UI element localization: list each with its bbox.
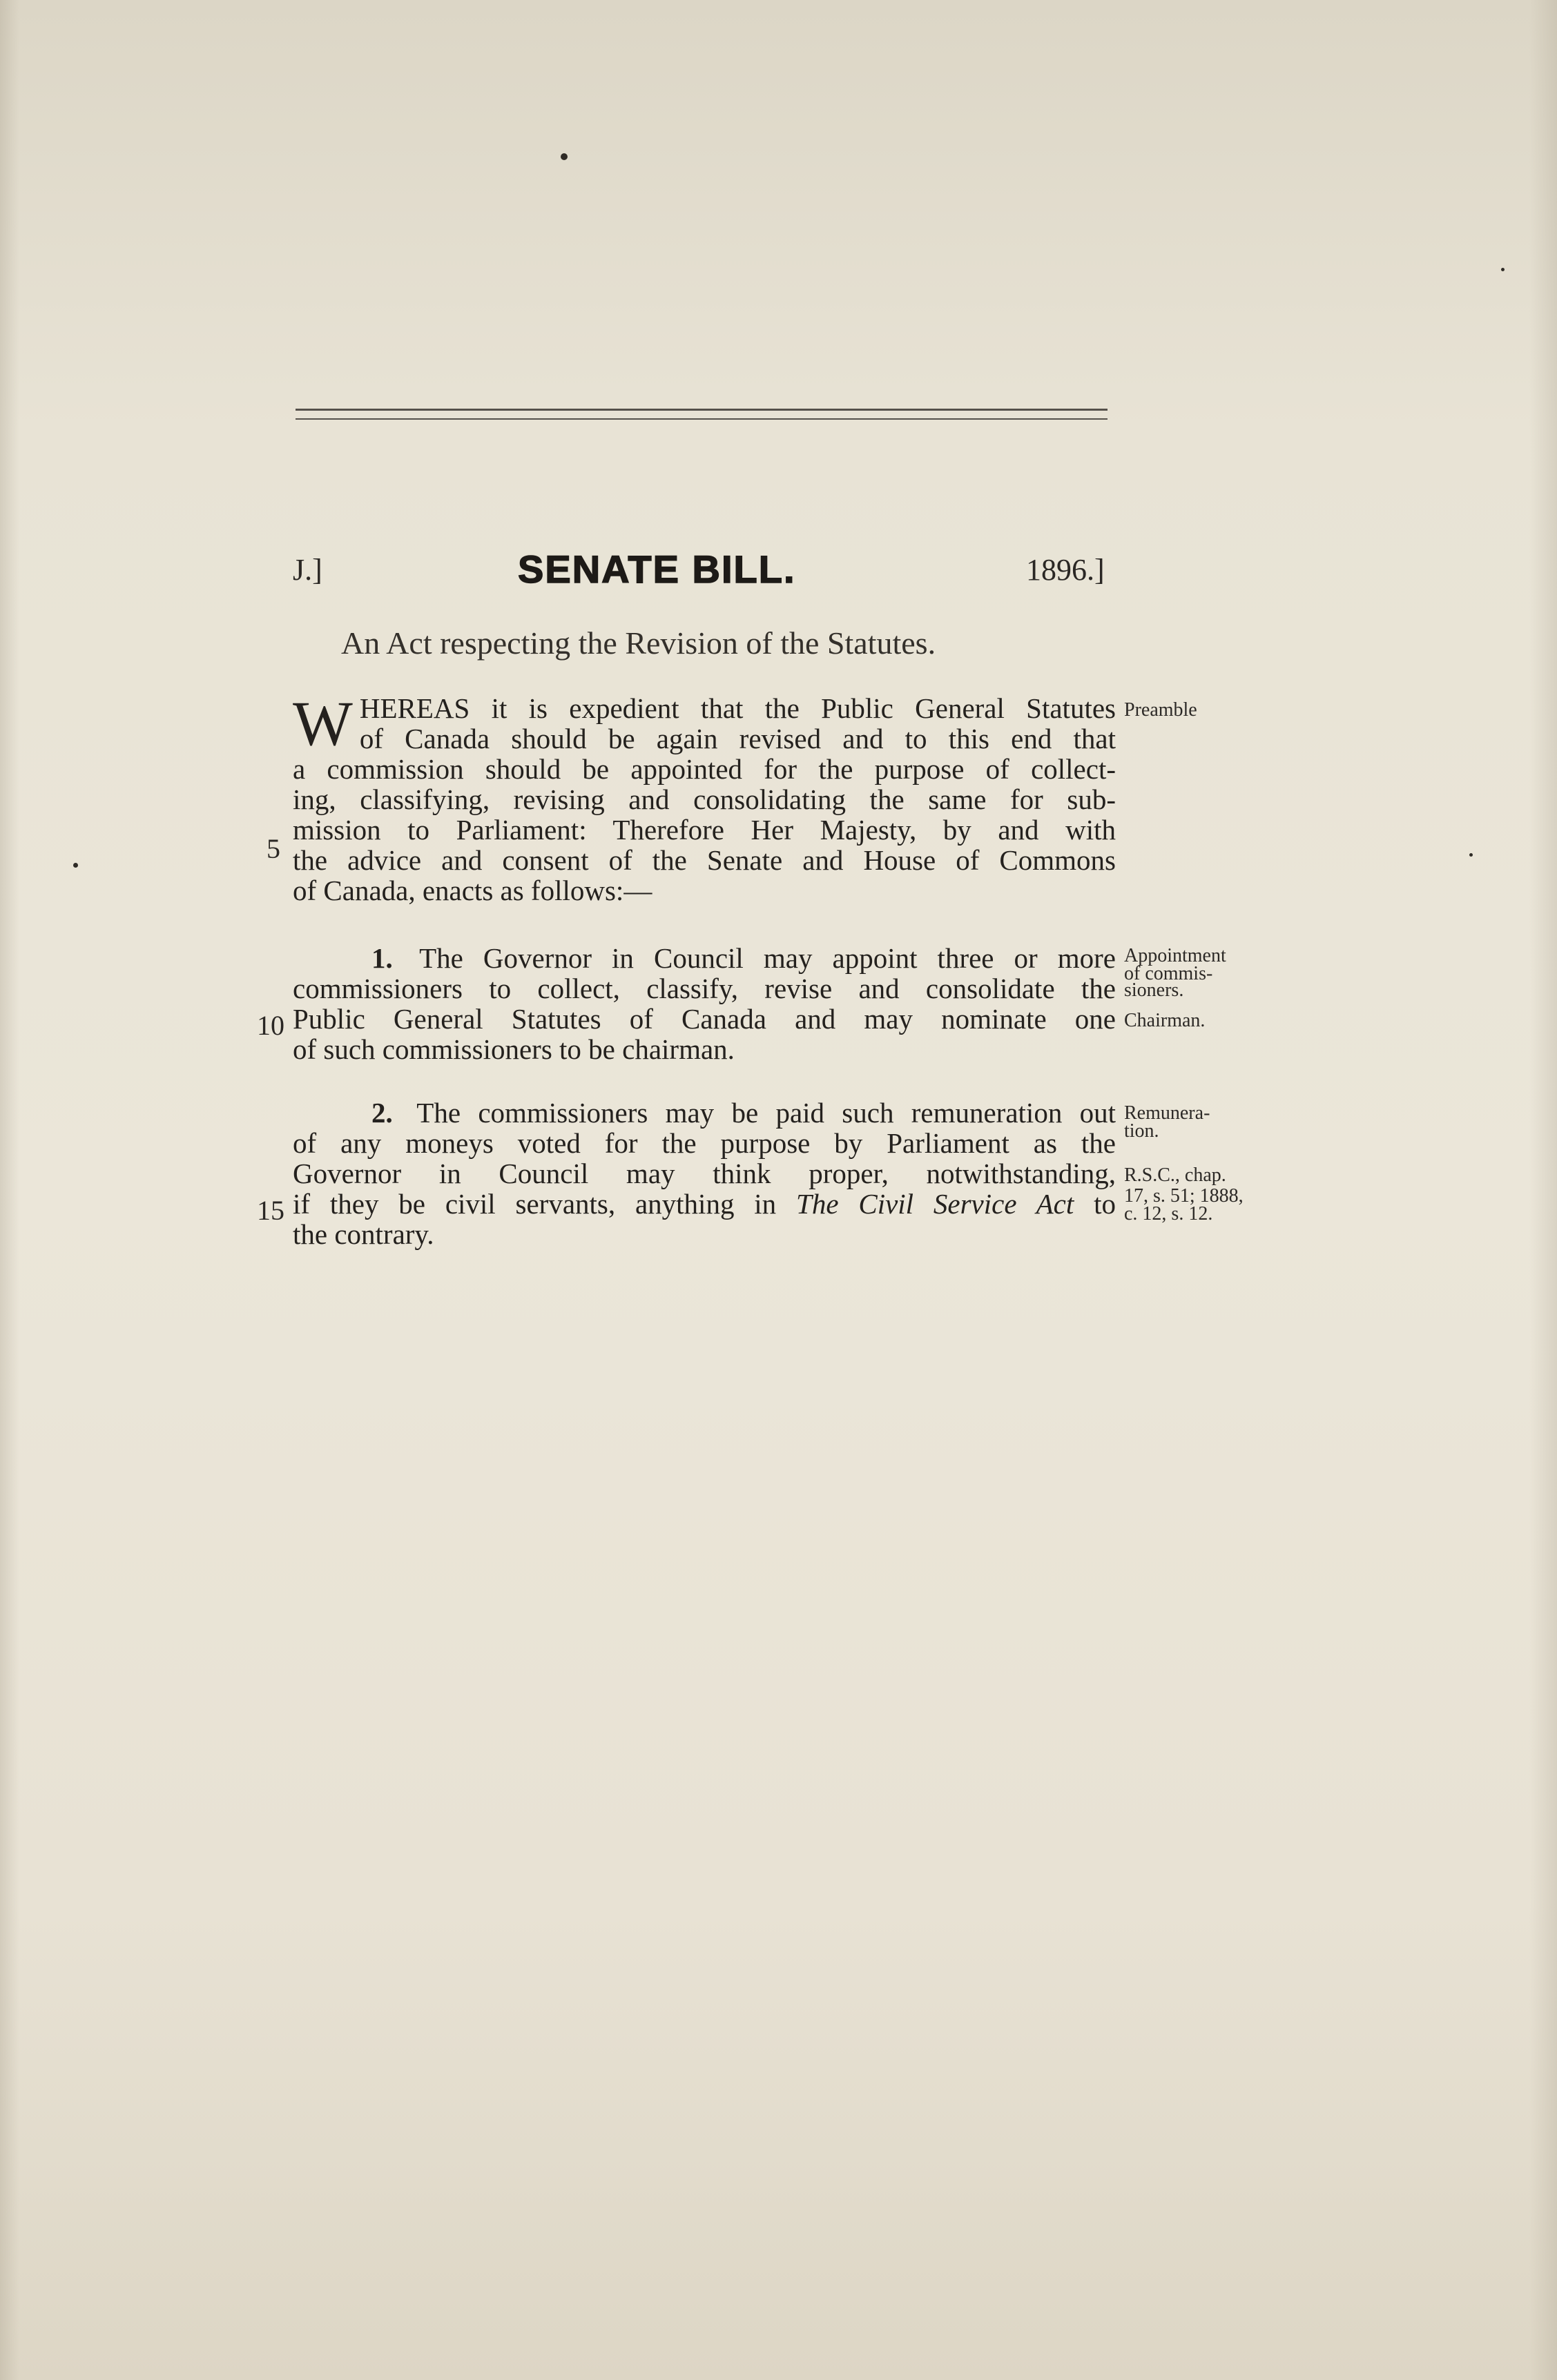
text-span: The commissioners may be paid such remuneration out [416,1097,1116,1129]
section-number: 1. [371,942,393,974]
page-edge-left [0,0,19,2380]
text-line: commissioners to collect, classify, revise and consolidate the [293,973,1116,1004]
section-1 [293,943,1116,1064]
text-line: Public General Statutes of Canada and may nominate one [293,1003,1116,1035]
line-number: 10 [257,1010,284,1041]
page-title: SENATE BILL. [518,547,796,591]
text-line [293,943,1116,973]
page-edge-right [1529,0,1557,2380]
text-span: The Governor in Council may appoint three or more [419,942,1116,974]
margin-note: tion. [1124,1120,1159,1142]
text-line: of Canada should be again revised and to this end that [359,723,1116,754]
text-line: of Canada, enacts as follows:— [293,875,652,906]
text-line: the advice and consent of the Senate and House of Commons [293,844,1116,876]
text-span: if they be civil servants, anything in [293,1188,777,1220]
top-rule [296,409,1108,411]
text-line: of any moneys voted for the purpose by Parliament as the [293,1127,1116,1159]
section-number: 2. [371,1097,393,1129]
bill-year: 1896.] [1026,553,1105,587]
text-line: the contrary. [293,1218,434,1250]
text-line: Governor in Council may think proper, notwithstanding, [293,1158,1116,1189]
text-line: a commission should be appointed for the purpose of collect- [293,753,1116,785]
top-rule-second [296,418,1108,420]
margin-note: 17, s. 51; 1888, [1124,1185,1244,1207]
margin-note: Preamble [1124,699,1197,721]
margin-note: R.S.C., chap. [1124,1164,1226,1186]
text-line: ing, classifying, revising and consolidating the same for sub- [293,783,1116,815]
text-line: HEREAS it is expedient that the Public General Statutes [359,692,1116,724]
text-line: mission to Parliament: Therefore Her Majesty, by and with [293,814,1116,846]
text-line [293,1189,1116,1219]
line-number: 15 [257,1195,284,1226]
paper-speck [561,153,568,160]
bill-letter: J.] [293,553,322,587]
line-number: 5 [267,833,280,864]
margin-note: c. 12, s. 12. [1124,1203,1213,1225]
margin-note: sioners. [1124,979,1184,1001]
margin-note: Chairman. [1124,1010,1206,1031]
dropcap: W [293,688,353,759]
section-2 [293,1098,1116,1249]
text-line [293,1098,1116,1128]
paper-speck [1501,268,1505,271]
margin-note: Remunera- [1124,1102,1210,1124]
preamble [293,688,1116,906]
paper-speck [73,863,78,868]
text-line: of such commissioners to be chairman. [293,1033,735,1065]
text-span: to [1094,1188,1116,1220]
paper-speck [1469,853,1473,857]
margin-note: of commis- [1124,963,1213,984]
act-title: An Act respecting the Revision of the Statutes. [341,625,936,661]
margin-note: Appointment [1124,945,1226,966]
act-reference: The Civil Service Act [796,1188,1074,1220]
